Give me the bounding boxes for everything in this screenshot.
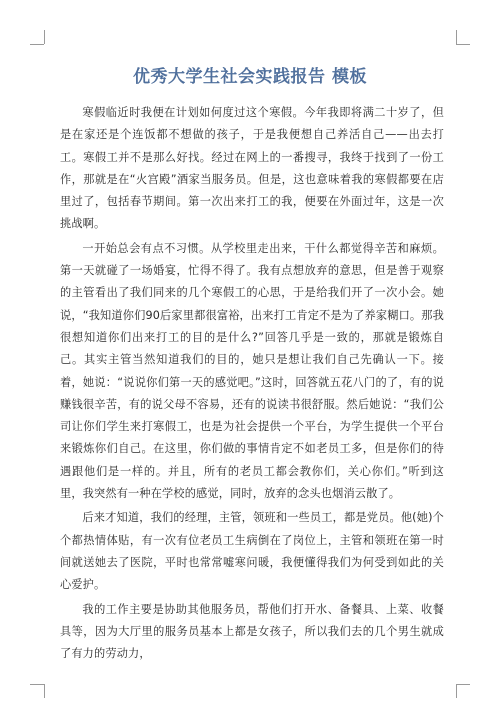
document-title: 优秀大学生社会实践报告 模板 <box>133 67 367 87</box>
crop-mark-bottom-right-h <box>456 684 470 685</box>
document-body <box>60 102 444 667</box>
crop-mark-bottom-right-v <box>456 684 457 698</box>
paragraph-4: 我的工作主要是协助其他服务员，帮他们打开水、备餐具、上菜、收餐具等，因为大厅里的服务员基本上都是女孩子，所以我们去的几个男生就成了有力的劳动力， <box>60 602 444 661</box>
crop-mark-top-right-v <box>456 30 457 44</box>
crop-mark-bottom-left-h <box>30 684 44 685</box>
crop-mark-bottom-left-v <box>44 684 45 698</box>
crop-mark-top-left-v <box>44 30 45 44</box>
paragraph-2: 一开始总会有点不习惯。从学校里走出来，干什么都觉得辛苦和麻烦。第一天就碰了一场婚宴，忙得不得了。我有点想放弃的意思，但是善于观察的主管看出了我们同来的几个寒假工的心思，于是给我们开了一次小会。她说，“我知道你们90后家里都很富裕，出来打工肯定不是为了养家糊口。那我很想知道你们出来打工的目的是什么?”回答几乎是一致的，那就是锻炼自己。其实主管当然知道我们的目的，她只是想让我们自己先确认一下。接着，她说：“说说你们第一天的感觉吧。”这时，回答就五花八门的了，有的说赚钱很辛苦，有的说父母不容易，还有的说读书很舒服。然后她说：“我们公司让你们学生来打寒假工，也是为社会提供一个平台，为学生提供一个平台来锻炼你们自己。在这里，你们做的事情肯定不如老员工多，但是你们的待遇跟他们是一样的。并且，所有的老员工都会教你们，关心你们。”听到这里，我突然有一种在学校的感觉，同时，放弃的念头也烟消云散了。 <box>60 241 444 501</box>
crop-mark-top-left-h <box>30 44 44 45</box>
paragraph-1: 寒假临近时我便在计划如何度过这个寒假。今年我即将满二十岁了，但是在家还是个连饭都不想做的孩子，于是我便想自己养活自己——出去打工。寒假工并不是那么好找。经过在网上的一番搜寻，我终于找到了一份工作，那就是在“火宫殿”酒家当服务员。但是，这也意味着我的寒假都要在店里过了，包括春节期间。第一次出来打工的我，便要在外面过年，这是一次挑战啊。 <box>60 106 444 231</box>
crop-mark-top-right-h <box>456 44 470 45</box>
paragraph-3: 后来才知道，我们的经理，主管，领班和一些员工，都是党员。他(她)个个都热情体贴，有一次有位老员工生病倒在了岗位上，主管和领班在第一时间就送她去了医院，平时也常常嘘寒问暖，我便懂得我们为何受到如此的关心爱护。 <box>60 511 444 592</box>
